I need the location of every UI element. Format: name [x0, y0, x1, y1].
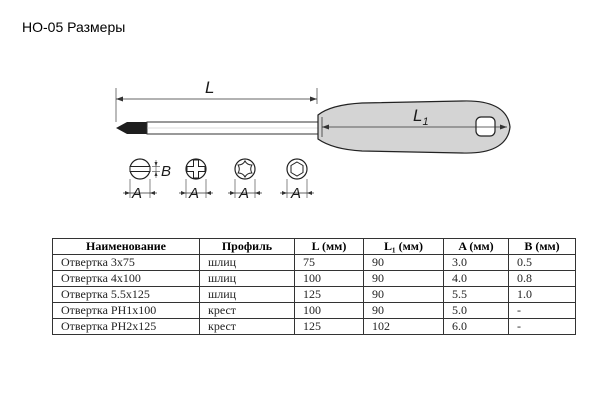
cell-profile: шлиц: [200, 271, 295, 287]
table-row: [53, 255, 576, 271]
cell-A: 4.0: [444, 271, 509, 287]
tip2-label-A: A: [189, 185, 200, 202]
cell-L1: 90: [364, 287, 444, 303]
table-row: [53, 287, 576, 303]
label-L: L: [205, 78, 215, 97]
cell-name: Отвертка 3x75: [53, 255, 200, 271]
tip1-label-A: A: [132, 185, 143, 202]
label-B: B: [161, 163, 172, 180]
cell-L: 100: [295, 303, 364, 319]
cell-L: 125: [295, 287, 364, 303]
cell-B: -: [509, 319, 576, 335]
header-A: A (мм): [444, 239, 509, 255]
header-B: B (мм): [509, 239, 576, 255]
cell-B: 0.5: [509, 255, 576, 271]
cell-A: 5.0: [444, 303, 509, 319]
cell-profile: крест: [200, 303, 295, 319]
cell-A: 5.5: [444, 287, 509, 303]
cell-name: Отвертка 4x100: [53, 271, 200, 287]
cell-L: 75: [295, 255, 364, 271]
cell-B: 1.0: [509, 287, 576, 303]
cell-L1: 90: [364, 303, 444, 319]
cell-L1: 102: [364, 319, 444, 335]
cell-name: Отвертка PH1x100: [53, 303, 200, 319]
cell-profile: шлиц: [200, 255, 295, 271]
cell-profile: шлиц: [200, 287, 295, 303]
cell-L: 100: [295, 271, 364, 287]
header-L: L (мм): [295, 239, 364, 255]
dimensions-table: [52, 238, 576, 335]
table-row: [53, 271, 576, 287]
cell-A: 6.0: [444, 319, 509, 335]
cell-name: Отвертка PH2x125: [53, 319, 200, 335]
header-name: Наименование: [53, 239, 200, 255]
cell-L1: 90: [364, 255, 444, 271]
header-profile: Профиль: [200, 239, 295, 255]
cell-B: -: [509, 303, 576, 319]
tip4-label-A: A: [291, 185, 302, 202]
cell-L1: 90: [364, 271, 444, 287]
cell-name: Отвертка 5.5x125: [53, 287, 200, 303]
header-L1: L₁ (мм): [364, 239, 444, 255]
table-row: [53, 319, 576, 335]
cell-A: 3.0: [444, 255, 509, 271]
handle-hole: [476, 117, 495, 136]
tip3-label-A: A: [239, 185, 250, 202]
cell-profile: крест: [200, 319, 295, 335]
label-L1: $L_1$: [413, 106, 429, 128]
page-title: НО-05 Размеры: [22, 19, 126, 35]
table-header-row: [53, 239, 576, 255]
cell-B: 0.8: [509, 271, 576, 287]
cell-L: 125: [295, 319, 364, 335]
dimension-L: [116, 88, 317, 122]
screwdriver-shaft: [116, 122, 319, 134]
table-row: [53, 303, 576, 319]
